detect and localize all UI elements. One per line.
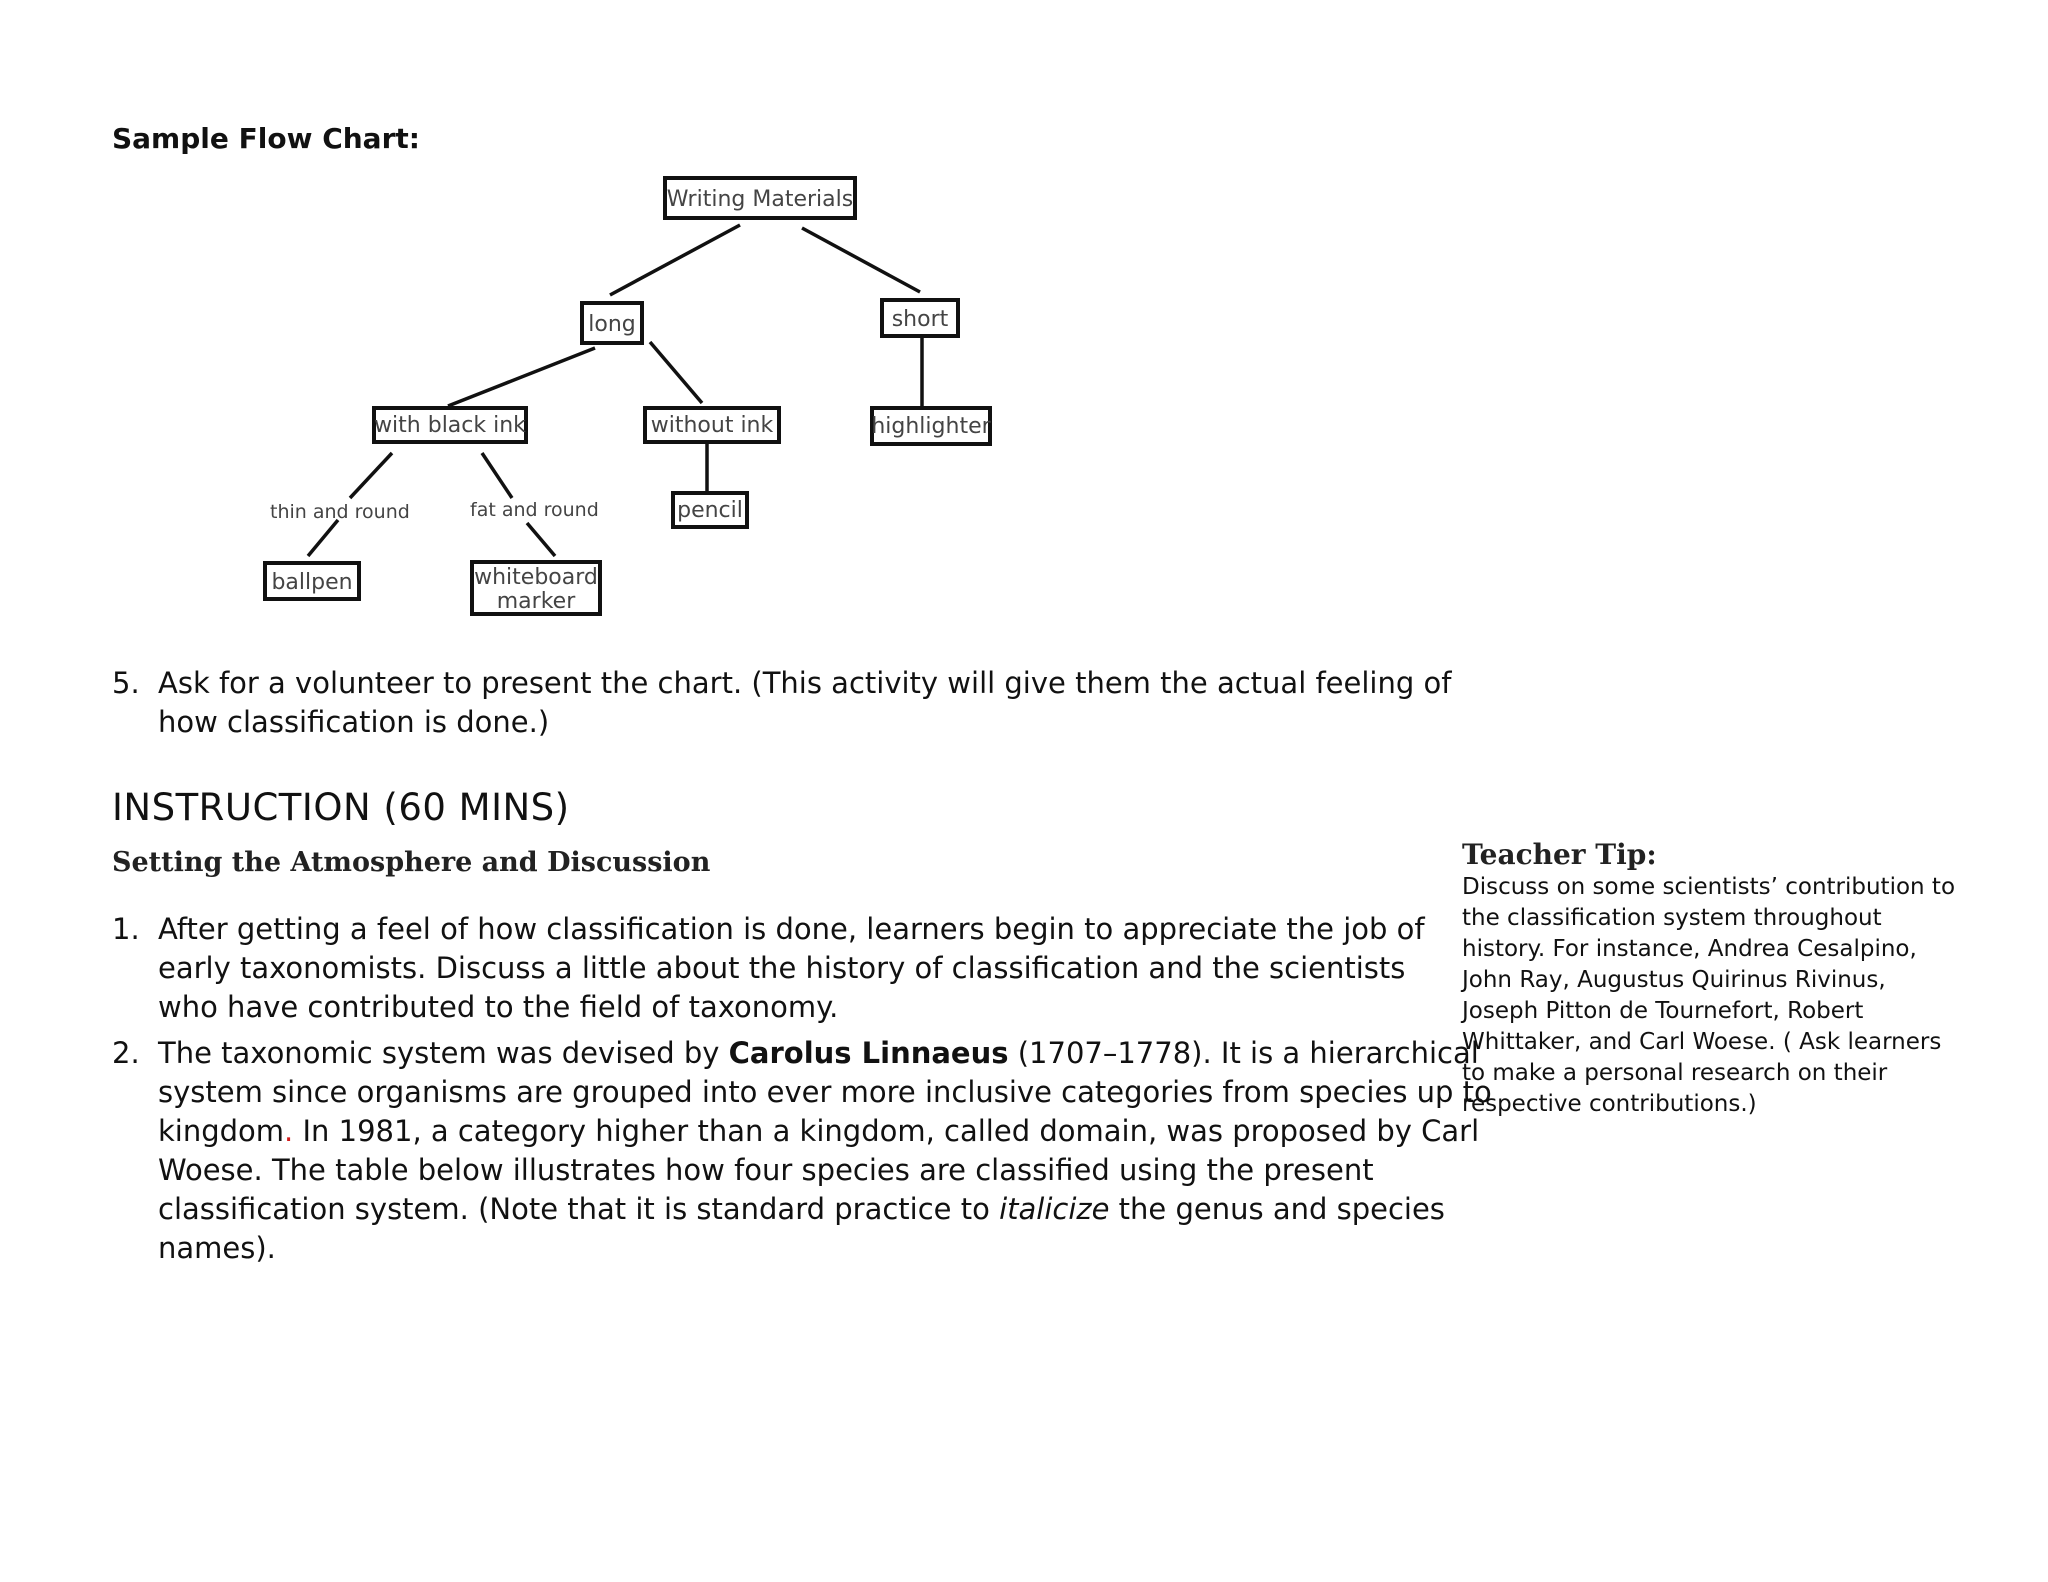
edge-label-thin-and-round: thin and round bbox=[270, 501, 410, 523]
list-number: 2. bbox=[112, 1036, 140, 1070]
node-whiteboard-marker bbox=[472, 562, 600, 614]
svg-text:without ink: without ink bbox=[650, 413, 774, 438]
node-without-ink bbox=[645, 408, 779, 442]
svg-text:with black ink: with black ink bbox=[374, 413, 526, 438]
node-short bbox=[882, 300, 958, 336]
teacher-tip-title: Teacher Tip: bbox=[1462, 838, 1657, 871]
edge-root-long bbox=[610, 225, 740, 295]
svg-text:long: long bbox=[588, 312, 636, 337]
svg-text:short: short bbox=[891, 307, 949, 332]
edge-long-withoutink bbox=[650, 342, 702, 403]
node-with-black-ink bbox=[374, 408, 526, 442]
svg-text:ballpen: ballpen bbox=[271, 570, 353, 595]
node-highlighter bbox=[871, 408, 991, 444]
node-ballpen bbox=[265, 563, 359, 599]
svg-text:whiteboard: whiteboard bbox=[474, 565, 598, 590]
sample-flow-chart bbox=[250, 170, 1010, 625]
edge-long-blackink bbox=[448, 348, 595, 406]
svg-text:marker: marker bbox=[496, 589, 576, 614]
list-text: The taxonomic system was devised by Carolus Linnaeus (1707–1778). It is a hierarchical system since organisms are grouped into ever more inclusive categories from species up to kingdom. In 1981, a category higher than a kingdom, called domain, was proposed by Carl Woese. The table below illustrates how four species are classified using the present classification system. (Note that it is standard practice to italicize the genus and species names). bbox=[158, 1036, 1492, 1265]
list-text: After getting a feel of how classification is done, learners begin to appreciate the job of early taxonomists. Discuss a little about the history of classification and the scientists who have contributed to the field of taxonomy. bbox=[158, 912, 1425, 1024]
teacher-tip-body: Discuss on some scientists’ contribution to the classification system throughout history. For instance, Andrea Cesalpino, John Ray, Augustus Quirinus Rivinus, Joseph Pitton de Tournefort, Robert Whittaker, and Carl Woese. ( Ask learners to make a personal research on their respective contributions.) bbox=[1462, 874, 1956, 1117]
sub-heading: Setting the Atmosphere and Discussion bbox=[112, 847, 711, 878]
list-text: Ask for a volunteer to present the chart. (This activity will give them the actual feeling of how classification is done.) bbox=[158, 666, 1452, 739]
node-long bbox=[582, 303, 642, 343]
svg-text:Writing Materials: Writing Materials bbox=[666, 187, 854, 212]
list-number: 5. bbox=[112, 666, 140, 700]
edge-blackink-thin bbox=[350, 453, 392, 498]
node-pencil bbox=[673, 493, 747, 527]
svg-text:highlighter: highlighter bbox=[871, 414, 991, 439]
edge-root-short bbox=[802, 228, 920, 292]
flow-chart-label: Sample Flow Chart: bbox=[112, 122, 420, 155]
linnaeus-name: Carolus Linnaeus bbox=[728, 1036, 1009, 1070]
svg-text:pencil: pencil bbox=[677, 498, 743, 523]
list-number: 1. bbox=[112, 912, 140, 946]
edge-label-fat-and-round: fat and round bbox=[470, 499, 599, 521]
section-heading: INSTRUCTION (60 MINS) bbox=[112, 786, 570, 829]
edge-thin-ballpen bbox=[308, 520, 338, 556]
italicize-word: italicize bbox=[999, 1192, 1110, 1226]
node-writing-materials bbox=[665, 178, 855, 218]
edge-fat-whiteboard bbox=[527, 523, 555, 556]
edge-blackink-fat bbox=[482, 453, 512, 498]
